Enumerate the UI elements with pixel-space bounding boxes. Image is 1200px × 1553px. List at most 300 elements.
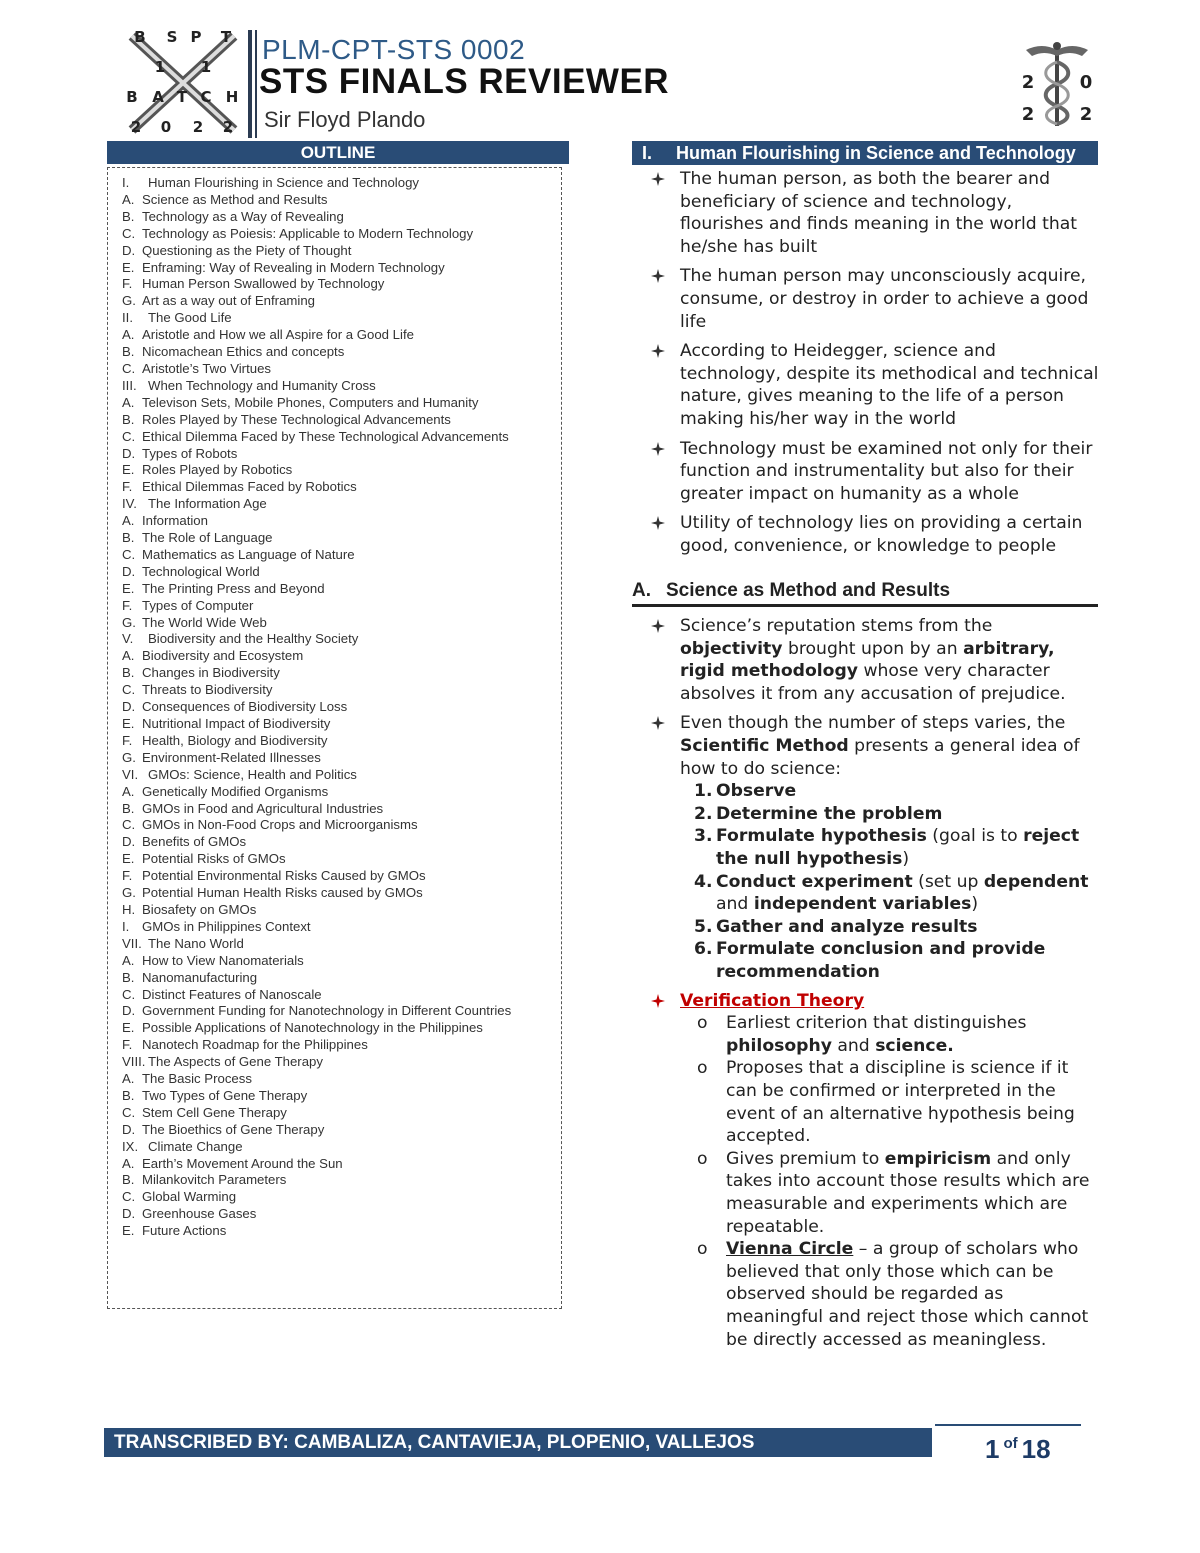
course-code: PLM-CPT-STS 0002 bbox=[262, 34, 526, 65]
outline-item bbox=[122, 1172, 567, 1189]
outline-item-text: Threats to Biodiversity bbox=[142, 682, 273, 698]
bullet-text: According to Heidegger, science and technology, despite its methodical and technical nature, gives meaning to the life of a person making his/her way in the world bbox=[680, 341, 1099, 429]
outline-item-letter: B. bbox=[122, 208, 135, 224]
bold-term: reject the null hypothesis bbox=[716, 826, 1080, 870]
outline-item-text: The Bioethics of Gene Therapy bbox=[142, 1121, 325, 1137]
outline-item-letter: D. bbox=[122, 699, 136, 715]
outline-item bbox=[122, 1020, 567, 1037]
outline-section bbox=[122, 1139, 567, 1156]
outline-item-letter: E. bbox=[122, 1223, 135, 1239]
outline-item-text: Roles Played by These Technological Advancements bbox=[142, 411, 451, 427]
outline-item-letter: D. bbox=[122, 1121, 136, 1137]
outline-item bbox=[122, 1156, 567, 1173]
bullet-text: The human person may unconsciously acquire, consume, or destroy in order to achieve a good life bbox=[680, 266, 1089, 332]
logo-letter: 2 bbox=[192, 118, 204, 136]
sub-list-item bbox=[640, 1238, 1100, 1351]
bold-term: empiricism bbox=[884, 1148, 992, 1169]
diamond-bullet-icon bbox=[646, 265, 670, 287]
caduceus-logo bbox=[1012, 38, 1102, 128]
intro-bullets bbox=[640, 168, 1100, 558]
outline-item-letter: B. bbox=[122, 969, 135, 985]
outline-item-letter: G. bbox=[122, 614, 136, 630]
outline-section-title: When Technology and Humanity Cross bbox=[148, 377, 376, 393]
text-span: ) bbox=[971, 894, 979, 915]
outline-item-text: How to View Nanomaterials bbox=[142, 952, 304, 968]
sub-list-item bbox=[640, 1057, 1100, 1147]
outline-item bbox=[122, 530, 567, 547]
circle-bullet-icon: o bbox=[697, 1013, 708, 1034]
list-item bbox=[640, 168, 1100, 258]
outline-item-letter: C. bbox=[122, 428, 136, 444]
step-item bbox=[680, 825, 1100, 870]
logo-letter: T bbox=[176, 88, 188, 106]
outline-section-title: Human Flourishing in Science and Technology bbox=[148, 175, 419, 190]
outline-item-text: Biodiversity and Ecosystem bbox=[142, 648, 304, 664]
outline-item-text: Technology as a Way of Revealing bbox=[142, 208, 344, 224]
outline-item-letter: E. bbox=[122, 462, 135, 478]
outline-item bbox=[122, 750, 567, 767]
outline-item bbox=[122, 648, 567, 665]
outline-item-text: Questioning as the Piety of Thought bbox=[142, 242, 352, 258]
outline-item-text: Possible Applications of Nanotechnology in the Philippines bbox=[142, 1020, 483, 1036]
outline-item-letter: G. bbox=[122, 749, 136, 765]
step-number: 4. bbox=[694, 871, 713, 892]
step-item bbox=[680, 938, 1100, 983]
outline-item bbox=[122, 344, 567, 361]
subsection-heading bbox=[632, 580, 1098, 608]
outline-item bbox=[122, 1105, 567, 1122]
text-span: (set up bbox=[912, 871, 984, 892]
outline-item-letter: F. bbox=[122, 276, 133, 292]
outline-item-letter: B. bbox=[122, 1087, 135, 1103]
sub-list-item bbox=[640, 1148, 1100, 1238]
outline-item bbox=[122, 446, 567, 463]
caduceus-icon bbox=[1026, 42, 1088, 126]
main-content bbox=[632, 168, 1100, 1351]
outline-section-number: V. bbox=[122, 631, 134, 647]
header-divider bbox=[255, 30, 257, 138]
outline-section bbox=[122, 496, 567, 513]
outline-item bbox=[122, 615, 567, 632]
outline-item-text: Nutritional Impact of Biodiversity bbox=[142, 716, 331, 731]
outline-item-letter: G. bbox=[122, 293, 136, 309]
logo-letter: P bbox=[190, 28, 202, 46]
list-item bbox=[640, 265, 1100, 333]
step-text: Conduct experiment bbox=[716, 871, 913, 892]
outline-item-letter: A. bbox=[122, 513, 135, 529]
text-span: and bbox=[716, 894, 754, 915]
outline-item bbox=[122, 293, 567, 310]
outline-section-title: Biodiversity and the Healthy Society bbox=[148, 631, 359, 647]
diamond-bullet-icon bbox=[646, 438, 670, 460]
step-item bbox=[680, 803, 1100, 826]
outline-item-letter: D. bbox=[122, 563, 136, 579]
section-number: I. bbox=[642, 143, 653, 163]
step-number: 5. bbox=[694, 916, 713, 937]
outline-item-text: Types of Robots bbox=[142, 445, 238, 461]
outline-item-letter: C. bbox=[122, 225, 136, 241]
outline-item bbox=[122, 716, 567, 733]
outline-heading: OUTLINE bbox=[107, 141, 569, 164]
logo-digit: 2 bbox=[1021, 72, 1035, 93]
outline-item-letter: E. bbox=[122, 716, 135, 731]
outline-item bbox=[122, 479, 567, 496]
outline-section bbox=[122, 631, 567, 648]
outline-item bbox=[122, 327, 567, 344]
outline-section-number: I. bbox=[122, 175, 130, 190]
outline-item-letter: F. bbox=[122, 868, 133, 884]
outline-item-text: Earth’s Movement Around the Sun bbox=[142, 1155, 343, 1171]
outline-item-text: Potential Environmental Risks Caused by GMOs bbox=[142, 868, 426, 884]
outline-item-text: Future Actions bbox=[142, 1223, 227, 1239]
bold-term: arbitrary, rigid methodology bbox=[680, 638, 1055, 682]
outline-item-text: Types of Computer bbox=[142, 597, 254, 613]
step-text: Formulate hypothesis bbox=[716, 826, 927, 847]
diamond-bullet-icon bbox=[646, 615, 670, 637]
logo-letter: T bbox=[220, 28, 232, 46]
outline-section-number: VII. bbox=[122, 935, 142, 951]
outline-section-title: The Aspects of Gene Therapy bbox=[148, 1054, 323, 1070]
transcribed-by: TRANSCRIBED BY: CAMBALIZA, CANTAVIEJA, PLOPENIO, VALLEJOS bbox=[104, 1428, 932, 1457]
outline-item bbox=[122, 547, 567, 564]
step-text: Formulate conclusion and provide recommendation bbox=[716, 939, 1046, 982]
outline-item bbox=[122, 1206, 567, 1223]
header-divider bbox=[248, 30, 252, 138]
page-of-label: of bbox=[1003, 1435, 1018, 1452]
outline-item-text: Environment-Related Illnesses bbox=[142, 749, 321, 765]
bold-term: science. bbox=[875, 1035, 954, 1056]
outline-item-letter: E. bbox=[122, 580, 135, 596]
bullet-text: The human person, as both the bearer and beneficiary of science and technology, flourishes and finds meaning in the world that he/she has built bbox=[680, 169, 1078, 257]
outline-list bbox=[122, 175, 567, 1240]
outline-item-text: Two Types of Gene Therapy bbox=[142, 1087, 308, 1103]
underlined-term: Vienna Circle bbox=[726, 1239, 854, 1260]
outline-item-letter: I. bbox=[122, 918, 130, 934]
outline-section-title: The Nano World bbox=[148, 935, 244, 951]
outline-item-letter: D. bbox=[122, 445, 136, 461]
outline-item bbox=[122, 226, 567, 243]
text-span: ) bbox=[902, 849, 910, 870]
outline-item-letter: D. bbox=[122, 1206, 136, 1222]
outline-item-letter: H. bbox=[122, 901, 136, 917]
outline-item bbox=[122, 987, 567, 1004]
text-span: presents a general idea of how to do science: bbox=[680, 736, 1080, 779]
outline-section-title: Climate Change bbox=[148, 1138, 243, 1154]
section-title: Human Flourishing in Science and Technology bbox=[676, 143, 1076, 163]
outline-item bbox=[122, 564, 567, 581]
logo-digit: 2 bbox=[1021, 104, 1035, 125]
outline-section-number: III. bbox=[122, 377, 137, 393]
step-number: 6. bbox=[694, 939, 713, 960]
outline-item bbox=[122, 733, 567, 750]
diamond-bullet-icon bbox=[646, 712, 670, 734]
list-item bbox=[640, 615, 1100, 705]
bold-term: independent variables bbox=[753, 894, 972, 915]
outline-item-text: Roles Played by Robotics bbox=[142, 462, 293, 478]
outline-section bbox=[122, 378, 567, 395]
verification-theory bbox=[640, 990, 1100, 1013]
outline-item bbox=[122, 598, 567, 615]
logo-letter: C bbox=[200, 88, 212, 106]
outline-item-text: Greenhouse Gases bbox=[142, 1206, 257, 1222]
verification-theory-title: Verification Theory bbox=[680, 990, 865, 1011]
list-item bbox=[640, 512, 1100, 557]
outline-item-text: Health, Biology and Biodiversity bbox=[142, 732, 328, 748]
text-span: brought upon by an bbox=[782, 638, 964, 659]
text-span: (goal is to bbox=[926, 826, 1024, 847]
logo-letter: A bbox=[152, 88, 164, 106]
outline-item-letter: D. bbox=[122, 1003, 136, 1019]
outline-item bbox=[122, 513, 567, 530]
outline-item bbox=[122, 1071, 567, 1088]
outline-item-text: Information bbox=[142, 513, 208, 529]
outline-item bbox=[122, 260, 567, 277]
outline-section bbox=[122, 936, 567, 953]
outline-item bbox=[122, 1223, 567, 1240]
outline-item-letter: E. bbox=[122, 1020, 135, 1036]
outline-item-text: Science as Method and Results bbox=[142, 191, 328, 207]
outline-item bbox=[122, 801, 567, 818]
text-span: Proposes that a discipline is science if it can be confirmed or interpreted in the event of an alternative hypothesis being accepted. bbox=[726, 1058, 1075, 1147]
outline-item-letter: F. bbox=[122, 479, 133, 495]
logo-digit: 2 bbox=[1079, 104, 1093, 125]
outline-item bbox=[122, 784, 567, 801]
diamond-bullet-icon bbox=[646, 340, 670, 362]
outline-item bbox=[122, 1088, 567, 1105]
outline-item bbox=[122, 243, 567, 260]
outline-item-text: GMOs in Food and Agricultural Industries bbox=[142, 800, 384, 816]
text-span: Even though the number of steps varies, the bbox=[680, 713, 1066, 734]
outline-item-letter: G. bbox=[122, 885, 136, 901]
outline-item-text: Potential Human Health Risks caused by GMOs bbox=[142, 885, 423, 901]
section-heading bbox=[632, 141, 1098, 165]
sub-list-item bbox=[640, 1012, 1100, 1057]
step-number: 3. bbox=[694, 826, 713, 847]
diamond-bullet-icon bbox=[646, 990, 670, 1012]
outline-section-number: VIII. bbox=[122, 1054, 146, 1070]
step-item bbox=[680, 916, 1100, 939]
text-span: – a group of scholars who believed that only those which can be observed should be regarded as meaningful and reject those which cannot be directly accessed as meaningless. bbox=[726, 1239, 1089, 1350]
outline-item-letter: F. bbox=[122, 597, 133, 613]
outline-item-letter: C. bbox=[122, 1104, 136, 1120]
outline-section-number: IV. bbox=[122, 496, 137, 512]
outline-item-text: The World Wide Web bbox=[142, 614, 267, 630]
outline-item-text: Consequences of Biodiversity Loss bbox=[142, 699, 348, 715]
outline-section-title: The Information Age bbox=[148, 496, 267, 512]
scientific-method-steps bbox=[640, 780, 1100, 983]
outline-item-letter: A. bbox=[122, 648, 135, 664]
outline-item-text: Human Person Swallowed by Technology bbox=[142, 276, 385, 292]
outline-item-text: Ethical Dilemmas Faced by Robotics bbox=[142, 479, 357, 495]
outline-item bbox=[122, 462, 567, 479]
list-item bbox=[640, 712, 1100, 780]
outline-item-text: Nicomachean Ethics and concepts bbox=[142, 344, 345, 360]
outline-item-letter: C. bbox=[122, 682, 136, 698]
subsection-number: A. bbox=[632, 579, 651, 601]
outline-item-text: Government Funding for Nanotechnology in Different Countries bbox=[142, 1003, 512, 1019]
outline-item-text: Changes in Biodiversity bbox=[142, 665, 280, 681]
text-span: Earliest criterion that distinguishes bbox=[726, 1013, 1027, 1034]
outline-item bbox=[122, 817, 567, 834]
outline-item bbox=[122, 970, 567, 987]
outline-item bbox=[122, 581, 567, 598]
step-text: Determine the problem bbox=[716, 803, 943, 824]
outline-item bbox=[122, 953, 567, 970]
outline-item-letter: C. bbox=[122, 817, 136, 833]
outline-item bbox=[122, 834, 567, 851]
text-span: whose very character absolves it from any accusation of prejudice. bbox=[680, 661, 1066, 704]
circle-bullet-icon: o bbox=[697, 1239, 708, 1260]
text-span: and only takes into account those results which are measurable and experiments which are repeatable. bbox=[726, 1148, 1090, 1237]
outline-item bbox=[122, 1003, 567, 1020]
outline-item bbox=[122, 276, 567, 293]
outline-item bbox=[122, 902, 567, 919]
logo-letter: 1 bbox=[200, 58, 212, 76]
logo-digit: 0 bbox=[1079, 72, 1093, 93]
list-item bbox=[640, 438, 1100, 506]
batch-logo bbox=[118, 26, 248, 136]
outline-item bbox=[122, 885, 567, 902]
step-text: Gather and analyze results bbox=[716, 916, 978, 937]
outline-item-letter: A. bbox=[122, 1155, 135, 1171]
outline-item-text: Technology as Poiesis: Applicable to Modern Technology bbox=[142, 225, 474, 241]
outline-item-letter: B. bbox=[122, 1172, 135, 1188]
outline-item-text: Global Warming bbox=[142, 1189, 237, 1205]
logo-letter: 0 bbox=[160, 118, 172, 136]
outline-item-text: Milankovitch Parameters bbox=[142, 1172, 287, 1188]
outline-item-text: The Printing Press and Beyond bbox=[142, 580, 325, 596]
step-item bbox=[680, 780, 1100, 803]
outline-item-letter: A. bbox=[122, 327, 135, 343]
outline-item-text: Benefits of GMOs bbox=[142, 834, 247, 850]
outline-item bbox=[122, 395, 567, 412]
bold-term: objectivity bbox=[680, 638, 783, 659]
outline-item bbox=[122, 412, 567, 429]
page-title: STS FINALS REVIEWER bbox=[259, 62, 670, 101]
outline-item-text: Nanomanufacturing bbox=[142, 969, 258, 985]
diamond-bullet-icon bbox=[646, 512, 670, 534]
outline-item-letter: C. bbox=[122, 546, 136, 562]
current-page: 1 bbox=[985, 1434, 1000, 1464]
bold-term: Scientific Method bbox=[680, 736, 849, 757]
outline-item-text: Biosafety on GMOs bbox=[142, 901, 257, 917]
outline-section bbox=[122, 175, 567, 192]
bold-term: dependent bbox=[983, 871, 1089, 892]
outline-item-letter: E. bbox=[122, 851, 135, 867]
circle-bullet-icon: o bbox=[697, 1148, 708, 1169]
total-pages: 18 bbox=[1021, 1434, 1051, 1464]
outline-item bbox=[122, 1122, 567, 1139]
outline-item-letter: D. bbox=[122, 834, 136, 850]
logo-letter: 2 bbox=[130, 118, 142, 136]
outline-item bbox=[122, 919, 567, 936]
outline-item-text: Televison Sets, Mobile Phones, Computers and Humanity bbox=[142, 394, 479, 410]
outline-item-letter: A. bbox=[122, 394, 135, 410]
bold-term: philosophy bbox=[726, 1035, 832, 1056]
circle-bullet-icon: o bbox=[697, 1058, 708, 1079]
outline-item-text: GMOs in Philippines Context bbox=[142, 918, 311, 934]
bullet-text: Utility of technology lies on providing a certain good, convenience, or knowledge to people bbox=[680, 513, 1083, 556]
outline-item-text: Art as a way out of Enframing bbox=[142, 293, 315, 309]
outline-section-title: GMOs: Science, Health and Politics bbox=[148, 766, 357, 782]
step-number: 2. bbox=[694, 803, 713, 824]
outline-section-title: The Good Life bbox=[148, 310, 232, 326]
outline-section-number: IX. bbox=[122, 1138, 139, 1154]
outline-item-letter: B. bbox=[122, 344, 135, 360]
outline-item-letter: C. bbox=[122, 986, 136, 1002]
outline-item-letter: B. bbox=[122, 530, 135, 546]
text-span: Science’s reputation stems from the bbox=[680, 616, 993, 637]
outline-item-text: Enframing: Way of Revealing in Modern Technology bbox=[142, 259, 445, 275]
logo-letter: B bbox=[134, 28, 146, 46]
outline-item-letter: A. bbox=[122, 783, 135, 799]
outline-item-letter: A. bbox=[122, 191, 135, 207]
outline-item bbox=[122, 1037, 567, 1054]
outline-item-letter: A. bbox=[122, 1071, 135, 1087]
outline-item-text: Technological World bbox=[142, 563, 260, 579]
list-item bbox=[640, 340, 1100, 430]
outline-item-letter: A. bbox=[122, 952, 135, 968]
step-number: 1. bbox=[694, 781, 713, 802]
step-item bbox=[680, 871, 1100, 916]
outline-item-letter: E. bbox=[122, 259, 135, 275]
page-number bbox=[985, 1434, 1051, 1465]
outline-item-letter: B. bbox=[122, 665, 135, 681]
logo-letter: H bbox=[225, 88, 239, 106]
instructor-name: Sir Floyd Plando bbox=[264, 107, 426, 132]
outline-item-text: Stem Cell Gene Therapy bbox=[142, 1104, 287, 1120]
outline-section bbox=[122, 310, 567, 327]
outline-item-text: Genetically Modified Organisms bbox=[142, 783, 329, 799]
text-span: Gives premium to bbox=[726, 1148, 885, 1169]
outline-section bbox=[122, 1054, 567, 1071]
outline-item bbox=[122, 851, 567, 868]
outline-item bbox=[122, 665, 567, 682]
diamond-bullet-icon bbox=[646, 168, 670, 190]
outline-item bbox=[122, 209, 567, 226]
outline-section bbox=[122, 767, 567, 784]
outline-item-text: Potential Risks of GMOs bbox=[142, 851, 286, 867]
logo-letter: 1 bbox=[154, 58, 166, 76]
step-text: Observe bbox=[716, 781, 797, 802]
text-span: and bbox=[831, 1035, 876, 1056]
outline-section-number: VI. bbox=[122, 766, 139, 782]
outline-item-text: Nanotech Roadmap for the Philippines bbox=[142, 1037, 368, 1053]
outline-section-number: II. bbox=[122, 310, 133, 326]
outline-item-text: Ethical Dilemma Faced by These Technological Advancements bbox=[142, 428, 509, 444]
outline-item-letter: F. bbox=[122, 732, 133, 748]
outline-item bbox=[122, 682, 567, 699]
outline-item bbox=[122, 868, 567, 885]
outline-item-text: The Basic Process bbox=[142, 1071, 252, 1087]
subsection-title: Science as Method and Results bbox=[666, 579, 951, 601]
outline-item-text: Distinct Features of Nanoscale bbox=[142, 986, 322, 1002]
logo-letter: B bbox=[126, 88, 138, 106]
outline-item-text: Aristotle and How we all Aspire for a Good Life bbox=[142, 327, 414, 343]
outline-item-text: GMOs in Non-Food Crops and Microorganisms bbox=[142, 817, 418, 833]
bullet-text: Technology must be examined not only for their function and instrumentality but also for their greater impact on humanity as a whole bbox=[680, 438, 1093, 504]
outline-item-letter: F. bbox=[122, 1037, 133, 1053]
outline-item-text: Mathematics as Language of Nature bbox=[142, 546, 355, 562]
outline-item-text: Aristotle’s Two Virtues bbox=[142, 360, 272, 376]
outline-item-letter: C. bbox=[122, 1189, 136, 1205]
outline-item-letter: B. bbox=[122, 411, 135, 427]
outline-item bbox=[122, 192, 567, 209]
outline-item bbox=[122, 361, 567, 378]
logo-letter: S bbox=[166, 28, 178, 46]
logo-letter: 2 bbox=[222, 118, 234, 136]
outline-item bbox=[122, 699, 567, 716]
